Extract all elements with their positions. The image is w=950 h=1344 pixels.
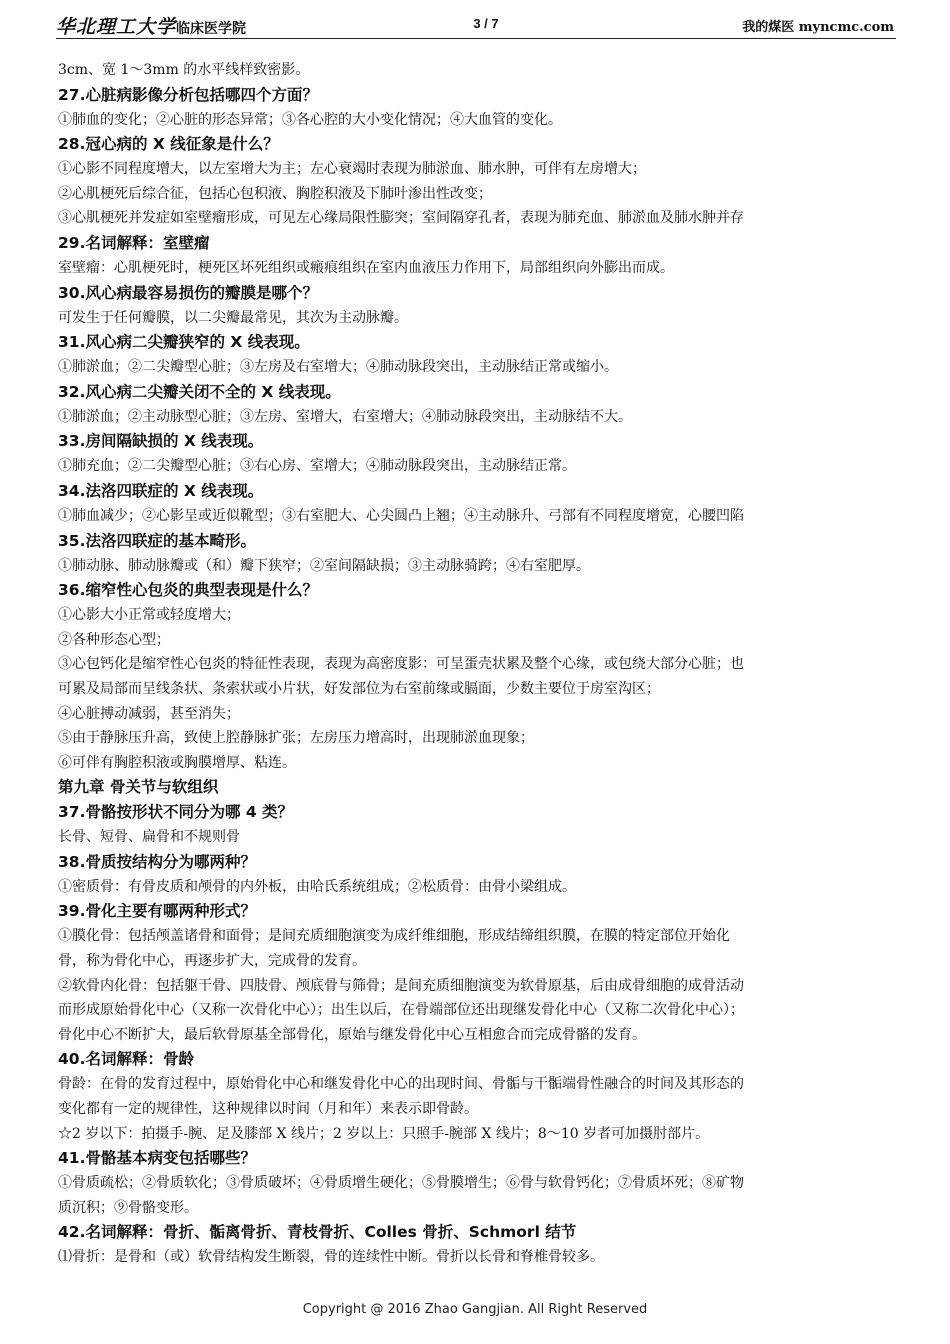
question-heading: 35.法洛四联症的基本畸形。: [58, 531, 256, 550]
answer-line: 变化都有一定的规律性，这种规律以时间（月和年）来表示即骨龄。: [58, 1101, 478, 1118]
answer-line: ⑴骨折：是骨和（或）软骨结构发生断裂，骨的连续性中断。骨折以长骨和脊椎骨较多。: [58, 1249, 604, 1266]
page-number: 3 / 7: [473, 16, 499, 31]
site-link[interactable]: 我的煤医 myncmc.com: [742, 20, 894, 35]
answer-line: 质沉积；⑨骨骼变形。: [58, 1199, 198, 1216]
question-heading: 36.缩窄性心包炎的典型表现是什么？: [58, 581, 318, 600]
answer-line: 骨，称为骨化中心，再逐步扩大，完成骨的发育。: [58, 953, 366, 970]
answer-line: ②各种形态心型；: [58, 631, 170, 648]
answer-line: ④心脏搏动减弱，甚至消失；: [58, 705, 240, 722]
answer-line: ①肺血的变化；②心脏的形态异常；③各心腔的大小变化情况；④大血管的变化。: [58, 111, 562, 128]
college-name: 临床医学院: [176, 21, 247, 37]
answer-line: ①肺淤血；②主动脉型心脏；③左房、室增大，右室增大；④肺动脉段突出，主动脉结不大。: [58, 408, 632, 425]
answer-line: ②软骨内化骨：包括躯干骨、四肢骨、颅底骨与筛骨；是间充质细胞演变为软骨原基，后由成骨细胞的成骨活动: [58, 977, 744, 994]
answer-line: ①骨质疏松；②骨质软化；③骨质破坏；④骨质增生硬化；⑤骨膜增生；⑥骨与软骨钙化；⑦骨质坏死；⑧矿物: [58, 1175, 744, 1192]
question-heading: 33.房间隔缺损的 X 线表现。: [58, 432, 264, 451]
question-heading: 42.名词解释：骨折、骺离骨折、青枝骨折、Colles 骨折、Schmorl 结节: [58, 1223, 577, 1242]
answer-line: 骨化中心不断扩大，最后软骨原基全部骨化，原始与继发骨化中心互相愈合而完成骨骼的发育。: [58, 1026, 646, 1043]
logo-text: 华北理工大学: [56, 16, 177, 38]
document-body: [58, 58, 888, 1270]
answer-line: 长骨、短骨、扁骨和不规则骨: [58, 829, 240, 846]
question-heading: 39.骨化主要有哪两种形式？: [58, 902, 256, 921]
answer-line: ☆2 岁以下：拍摄手-腕、足及膝部 X 线片；2 岁以上：只照手-腕部 X 线片；8～10 岁者可加摄肘部片。: [58, 1125, 710, 1142]
answer-line: 3cm、宽 1～3mm 的水平线样致密影。: [58, 62, 310, 78]
answer-line: 而形成原始骨化中心（又称一次骨化中心）；出生以后，在骨端部位还出现继发骨化中心（又称二次骨化中心）；: [58, 1002, 744, 1019]
answer-line: ①心影大小正常或轻度增大；: [58, 607, 240, 624]
answer-line: ①心影不同程度增大，以左室增大为主；左心衰竭时表现为肺淤血、肺水肿，可伴有左房增大；: [58, 161, 646, 178]
question-heading: 38.骨质按结构分为哪两种？: [58, 852, 256, 871]
university-logo: [56, 12, 246, 39]
answer-line: ①肺淤血；②二尖瓣型心脏；③左房及右室增大；④肺动脉段突出，主动脉结正常或缩小。: [58, 359, 618, 376]
answer-line: 骨龄：在骨的发育过程中，原始骨化中心和继发骨化中心的出现时间、骨骺与干骺端骨性融合的时间及其形态的: [58, 1076, 744, 1093]
question-heading: 41.骨骼基本病变包括哪些？: [58, 1149, 256, 1168]
answer-line: ①肺充血；②二尖瓣型心脏；③右心房、室增大；④肺动脉段突出，主动脉结正常。: [58, 458, 576, 475]
answer-line: ①密质骨：有骨皮质和颅骨的内外板，由哈氏系统组成；②松质骨：由骨小梁组成。: [58, 878, 576, 895]
answer-line: ⑥可伴有胸腔积液或胸膜增厚、粘连。: [58, 754, 296, 771]
copyright-footer: Copyright @ 2016 Zhao Gangjian. All Right Reserved: [302, 1302, 648, 1317]
question-heading: 29.名词解释：室壁瘤: [58, 233, 210, 252]
question-heading: 31.风心病二尖瓣狭窄的 X 线表现。: [58, 333, 310, 352]
question-heading: 30.风心病最容易损伤的瓣膜是哪个？: [58, 283, 318, 302]
answer-line: ①膜化骨：包括颅盖诸骨和面骨；是间充质细胞演变为成纤维细胞，形成结缔组织膜，在膜的特定部位开始化: [58, 928, 730, 945]
page-header: [56, 8, 896, 39]
question-heading: 第九章 骨关节与软组织: [58, 778, 219, 797]
answer-line: 室壁瘤：心肌梗死时，梗死区坏死组织或瘢痕组织在室内血液压力作用下，局部组织向外膨出而成。: [58, 259, 674, 276]
answer-line: ③心肌梗死并发症如室壁瘤形成，可见左心缘局限性膨突；室间隔穿孔者，表现为肺充血、肺淤血及肺水肿并存: [58, 210, 744, 227]
answer-line: ②心肌梗死后综合征，包括心包积液、胸腔积液及下肺叶渗出性改变；: [58, 185, 492, 202]
answer-line: ①肺动脉、肺动脉瓣或（和）瓣下狭窄；②室间隔缺损；③主动脉骑跨；④右室肥厚。: [58, 557, 590, 574]
question-heading: 37.骨骼按形状不同分为哪 4 类？: [58, 803, 294, 822]
answer-line: ①肺血减少；②心影呈或近似靴型；③右室肥大、心尖圆凸上翘；④主动脉升、弓部有不同程度增宽，心腰凹陷: [58, 507, 744, 524]
question-heading: 40.名词解释：骨龄: [58, 1050, 194, 1069]
answer-line: 可累及局部而呈线条状、条索状或小片状，好发部位为右室前缘或膈面，少数主要位于房室沟区；: [58, 680, 660, 697]
answer-line: ⑤由于静脉压升高，致使上腔静脉扩张；左房压力增高时，出现肺淤血现象；: [58, 730, 534, 747]
question-heading: 28.冠心病的 X 线征象是什么？: [58, 135, 279, 154]
question-heading: 27.心脏病影像分析包括哪四个方面？: [58, 85, 318, 104]
answer-line: 可发生于任何瓣膜，以二尖瓣最常见，其次为主动脉瓣。: [58, 309, 408, 326]
question-heading: 34.法洛四联症的 X 线表现。: [58, 481, 264, 500]
answer-line: ③心包钙化是缩窄性心包炎的特征性表现，表现为高密度影：可呈蛋壳状累及整个心缘，或包绕大部分心脏；也: [58, 656, 744, 673]
question-heading: 32.风心病二尖瓣关闭不全的 X 线表现。: [58, 382, 341, 401]
